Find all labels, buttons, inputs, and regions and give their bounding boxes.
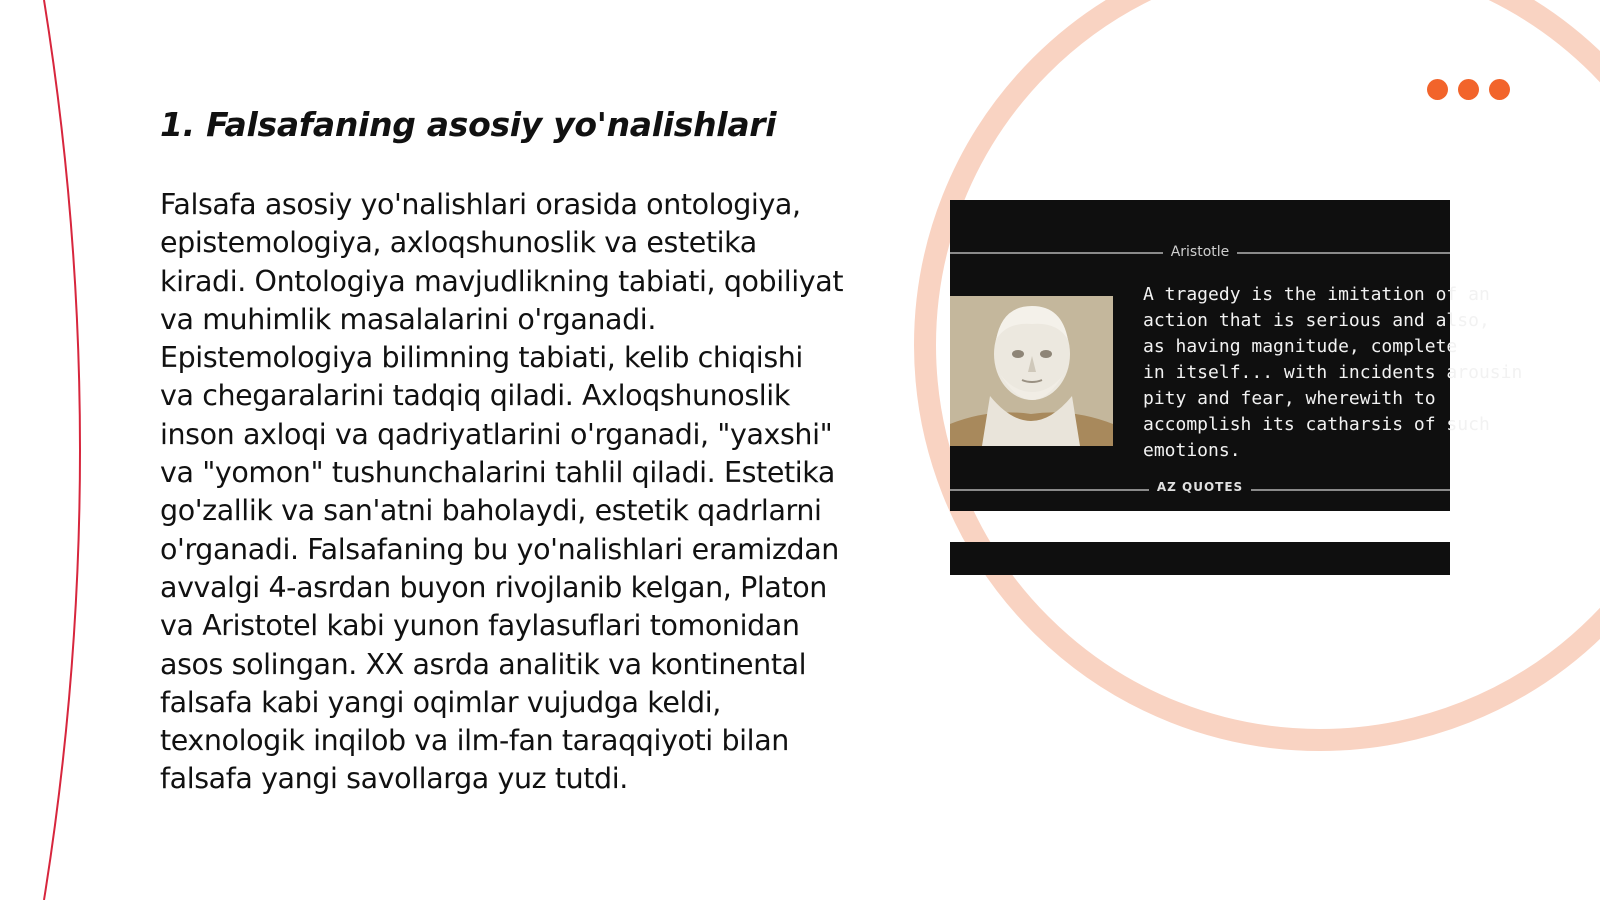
quote-author (950, 244, 1450, 260)
media-control-bar[interactable] (950, 542, 1450, 575)
quote-brand-label: AZ QUOTES (1149, 480, 1251, 494)
left-accent-line (44, 0, 80, 900)
dot-icon (1458, 79, 1479, 100)
dot-icon (1427, 79, 1448, 100)
quote-brand (950, 480, 1450, 494)
dot-icon (1489, 79, 1510, 100)
slide-body-text: Falsafa asosiy yo'nalishlari orasida ontologiya, epistemologiya, axloqshunoslik va estetika kiradi. Ontologiya mavjudlikning tabiati, qobiliyat va muhimlik masalalarini o'rganadi. Epistemologiya bilimning tabiati, kelib chiqishi va chegaralarini tadqiq qiladi. Axloqshunoslik inson axloqi va qadriyatlarini o'rganadi, "yaxshi" va "yomon" tushunchalarini tahlil qiladi. Estetika go'zallik va san'atni baholaydi, estetik qadrlarni o'rganadi. Falsafaning bu yo'nalishlari eramizdan avvalgi 4-asrdan buyon rivojlanib kelgan, Platon va Aristotel kabi yunon faylasuflari tomonidan asos solingan. XX asrda analitik va kontinental falsafa kabi yangi oqimlar vujudga keldi, texnologik inqilob va ilm-fan taraqqiyoti bilan falsafa yangi savollarga yuz tutdi. (160, 188, 844, 796)
slide-title: 1. Falsafaning asosiy yo'nalishlari (160, 105, 777, 144)
quote-image-card (950, 200, 1523, 511)
portrait-drawing (950, 296, 1113, 446)
menu-dots-icon[interactable] (1427, 79, 1510, 100)
aristotle-bust-icon (950, 296, 1113, 446)
quote-text: A tragedy is the imitation of an action that is serious and also, as having magnitude, complete in itself... with incidents arousin pity and fear, wherewith to accomplish its catharsis of such emotions. (1143, 284, 1523, 461)
quote-author-label: Aristotle (1163, 244, 1238, 260)
